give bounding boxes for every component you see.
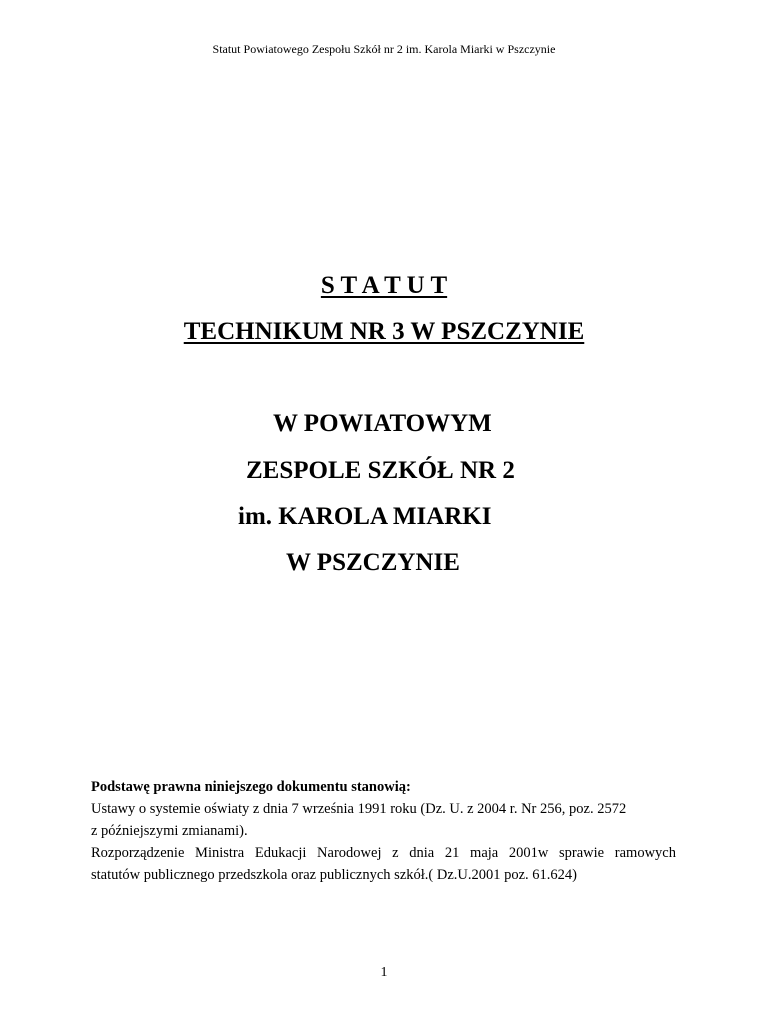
legal-act-2-line-1: Rozporządzenie Ministra Edukacji Narodowej z dnia 21 maja 2001w sprawie ramowych	[91, 845, 676, 861]
school-title	[0, 316, 768, 348]
running-header: Statut Powiatowego Zespołu Szkół nr 2 im. Karola Miarki w Pszczynie	[212, 42, 556, 56]
legal-basis-section	[91, 776, 676, 886]
subtitle-line-3: im. KAROLA MIARKI	[238, 503, 492, 530]
school-heading: TECHNIKUM NR 3 W PSZCZYNIE	[183, 318, 585, 345]
legal-act-1-line-2: z późniejszymi zmianami).	[91, 823, 248, 839]
legal-basis-heading: Podstawę prawna niniejszego dokumentu stanowią:	[91, 779, 411, 795]
page-number: 1	[380, 965, 388, 980]
legal-act-1-line-1: Ustawy o systemie oświaty z dnia 7 września 1991 roku (Dz. U. z 2004 r. Nr 256, poz. 2572	[91, 801, 627, 817]
subtitle-line-4: W PSZCZYNIE	[286, 549, 460, 576]
document-title	[0, 270, 768, 302]
statut-heading: S T A T U T	[320, 272, 448, 299]
subtitle-line-2: ZESPOLE SZKÓŁ NR 2	[246, 457, 515, 484]
legal-act-2-line-2: statutów publicznego przedszkola oraz publicznych szkół.( Dz.U.2001 poz. 61.624)	[91, 867, 578, 883]
subtitle-line-1: W POWIATOWYM	[273, 410, 492, 437]
